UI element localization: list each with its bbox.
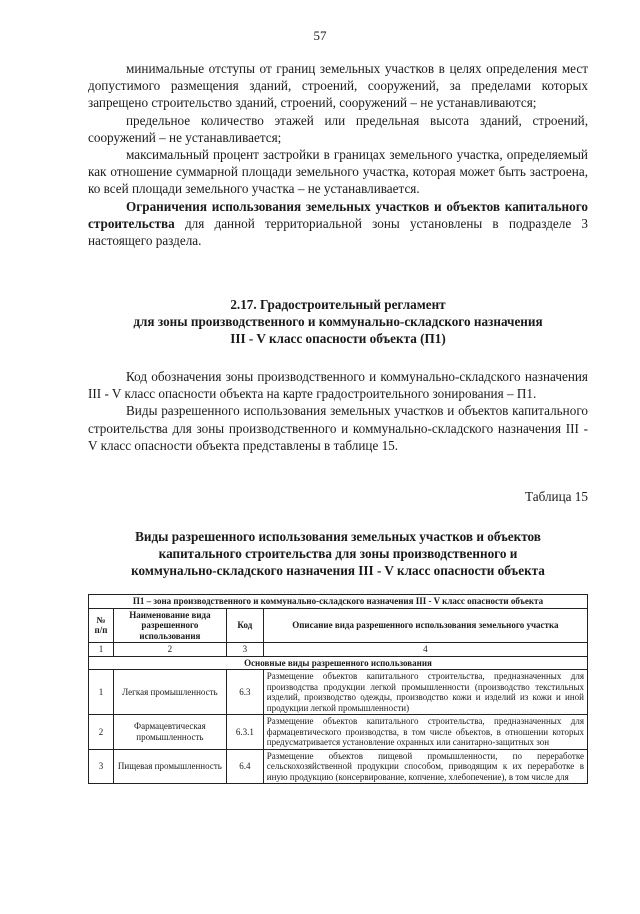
col-number: 3 (226, 643, 263, 657)
paragraph: Виды разрешенного использования земельных участков и объектов капитального строительства для зоны производственного и коммунально-складского назначения III - V класс опасности объекта представлены в таблице 15. (88, 403, 588, 453)
paragraph: минимальные отступы от границ земельных участков в целях определения мест допустимого размещения зданий, строений, сооружений, за пределами которых запрещено строительство зданий, строений, сооружений – не устанавливаются; (88, 61, 588, 111)
row-code: 6.3 (226, 670, 263, 715)
restrictions-paragraph (88, 198, 588, 250)
row-code: 6.4 (226, 749, 263, 784)
section-title-line: III - V класс опасности объекта (П1) (230, 331, 446, 347)
col-number: 2 (113, 643, 226, 657)
row-num: 1 (89, 670, 114, 715)
table-title-line: Виды разрешенного использования земельных участков и объектов (135, 529, 541, 544)
table-label: Таблица 15 (525, 489, 588, 504)
paragraph: предельное количество этажей или предельная высота зданий, строений, сооружений – не устанавливается; (88, 112, 588, 145)
table-title-line: капитального строительства для зоны производственного и (158, 546, 518, 562)
body-section-top (88, 60, 588, 249)
land-use-table (88, 594, 588, 784)
row-name: Фармацевтическая промышленность (113, 715, 226, 750)
table-row (89, 670, 588, 715)
table-title-line: коммунально-складского назначения III - V класс опасности объекта (131, 563, 545, 579)
col-header-num: № п/п (89, 608, 114, 643)
section-title-line: для зоны производственного и коммунально-складского назначения (133, 314, 543, 330)
col-header-code: Код (226, 608, 263, 643)
column-header-row (89, 608, 588, 643)
col-number: 1 (89, 643, 114, 657)
table-row (89, 715, 588, 750)
table-row (89, 749, 588, 784)
paragraph: Код обозначения зоны производственного и коммунально-складского назначения III - V класс опасности объекта на карте градостроительного зонирования – П1. (88, 369, 588, 402)
zone-header-row (89, 595, 588, 609)
row-name: Легкая промышленность (113, 670, 226, 715)
row-name: Пищевая промышленность (113, 749, 226, 784)
restrictions-rest: для данной территориальной зоны установлены в подразделе 3 настоящего раздела. (88, 215, 588, 249)
zone-header: П1 – зона производственного и коммунально-складского назначения III - V класс опасности объекта (89, 595, 588, 609)
section-header: Основные виды разрешенного использования (89, 656, 588, 670)
restrictions-bold: Ограничения использования земельных участков и объектов капитального строительства (88, 198, 588, 231)
row-desc: Размещение объектов капитального строительства, предназначенных для фармацевтического производства, в том числе объектов, в отношении которых предусматривается установление охранных или санитарно-защитных зон (263, 715, 587, 750)
row-num: 3 (89, 749, 114, 784)
column-number-row (89, 643, 588, 657)
section-title (88, 296, 588, 348)
col-header-name: Наименование вида разрешенного использования (113, 608, 226, 643)
col-number: 4 (263, 643, 587, 657)
table-title (88, 528, 588, 580)
col-header-desc: Описание вида разрешенного использования земельного участка (263, 608, 587, 643)
section-header-row (89, 656, 588, 670)
row-desc: Размещение объектов капитального строительства, предназначенных для производства продукции легкой промышленности (производство текстильных изделий, производство одежды, производство кожи и изделий из кожи и иной продукции легкой промышленности) (263, 670, 587, 715)
section-title-line: 2.17. Градостроительный регламент (230, 297, 446, 312)
body-section-mid (88, 368, 588, 454)
row-desc: Размещение объектов пищевой промышленности, по переработке сельскохозяйственной продукции способом, приводящим к их переработке в иную продукцию (консервирование, копчение, хлебопечение), в том числе для (263, 749, 587, 784)
row-num: 2 (89, 715, 114, 750)
page-number: 57 (313, 28, 327, 43)
paragraph: максимальный процент застройки в границах земельного участка, определяемый как отношение суммарной площади земельного участка, которая может быть застроена, ко всей площади земельного участка – не устанавливается. (88, 147, 588, 197)
row-code: 6.3.1 (226, 715, 263, 750)
